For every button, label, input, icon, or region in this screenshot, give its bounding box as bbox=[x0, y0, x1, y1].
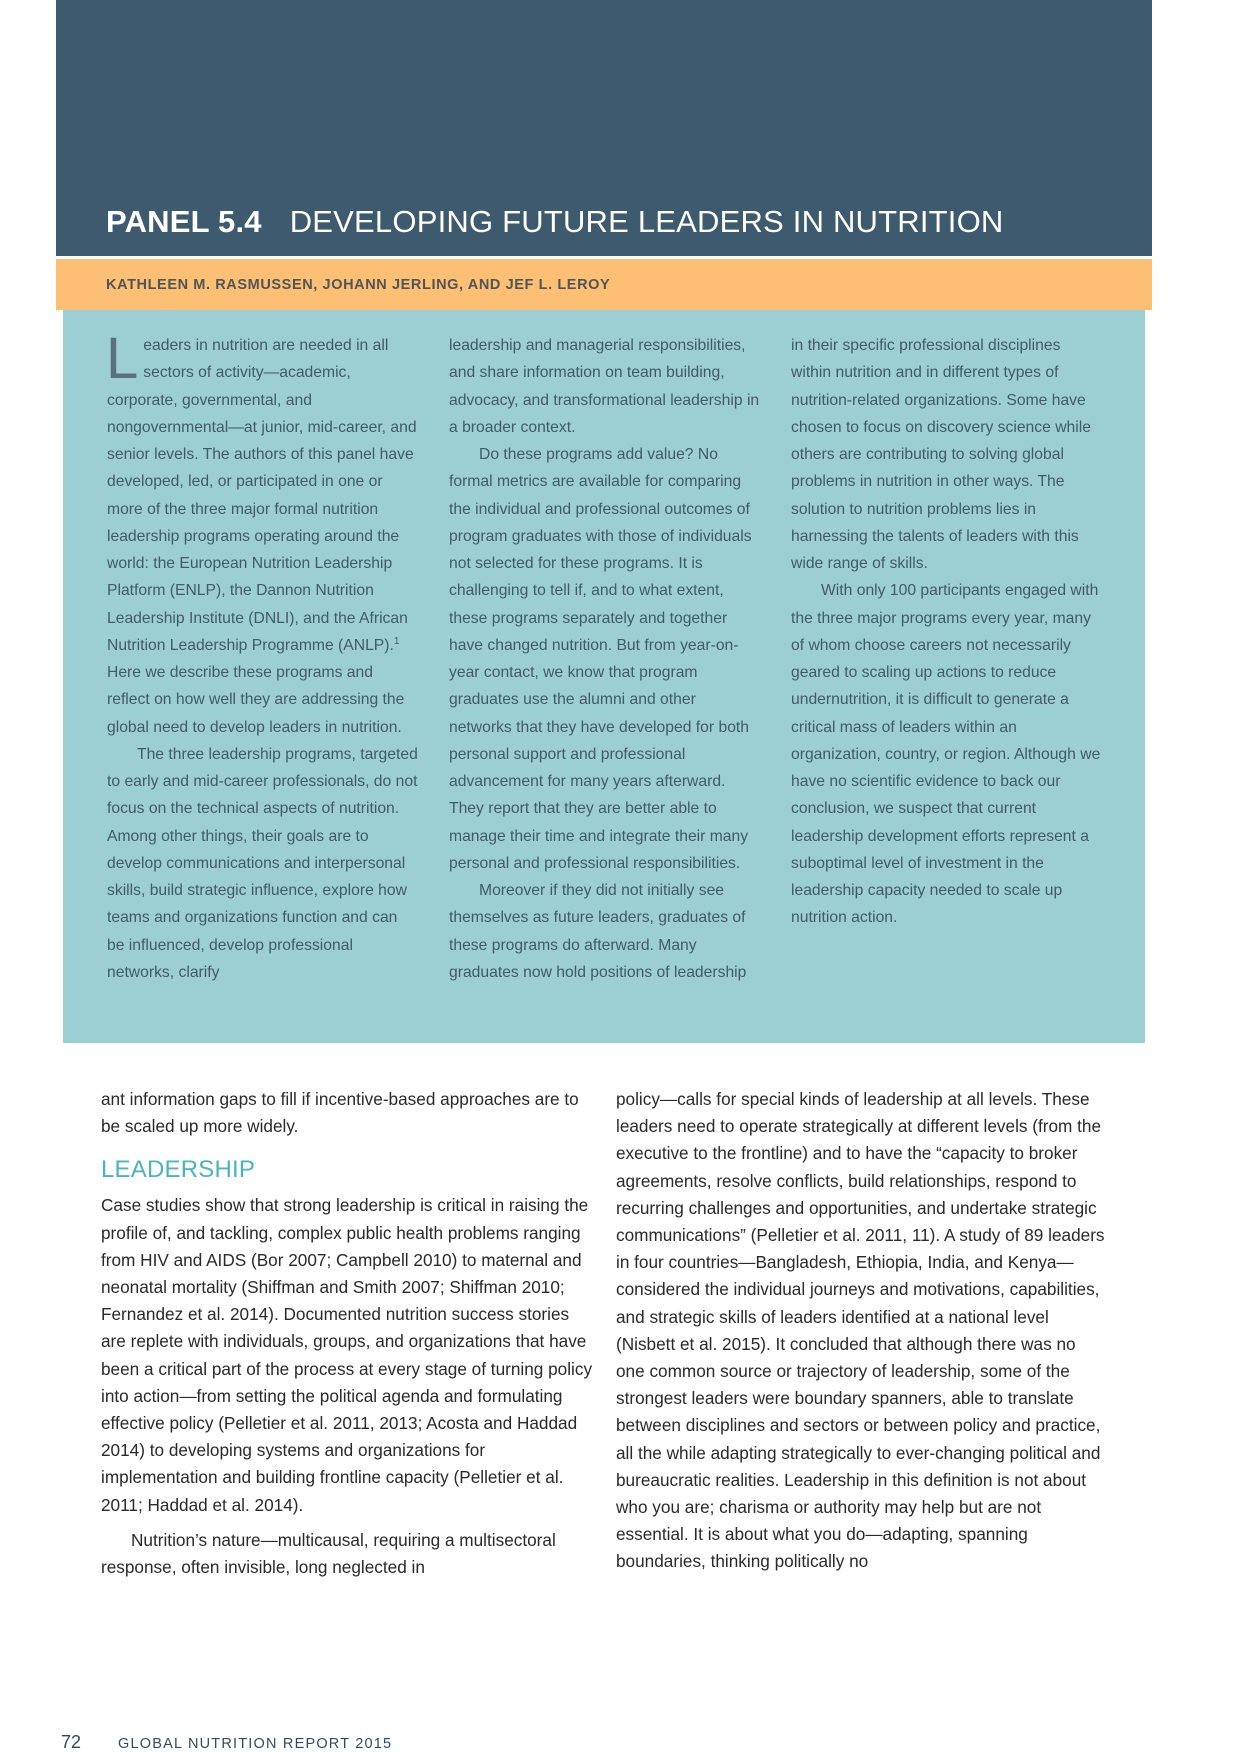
panel-paragraph: leadership and managerial responsibilities, and share information on team building, advocacy, and transformational leadership in a broader context. bbox=[449, 337, 760, 436]
body-paragraph: ant information gaps to fill if incentive-based approaches are to be scaled up more widely. bbox=[101, 1089, 579, 1137]
authors-bar bbox=[56, 259, 1152, 310]
panel-title-text: DEVELOPING FUTURE LEADERS IN NUTRITION bbox=[289, 204, 1004, 239]
body-paragraph: policy—calls for special kinds of leadership at all levels. These leaders need to operate strategically at different levels (from the executive to the frontline) and to have the “capacity to broker agreements, resolve conflicts, build relationships, respond to recurring challenges and opportunities, and undertake strategic communications” (Pelletier et al. 2011, 11). A study of 89 leaders in four countries—Bangladesh, Ethiopia, India, and Kenya—considered the individual journeys and motivations, capabilities, and strategic skills of leaders identified at a national level (Nisbett et al. 2015). It concluded that although there was no one common source or trajectory of leadership, some of the strongest leaders were boundary spanners, able to translate between disciplines and sectors or between policy and practice, all the while adapting strategically to ever-changing political and bureaucratic realities. Leadership in this definition is not about who you are; charisma or authority may help but are not essential. It is about what you do—adapting, spanning boundaries, thinking politically no bbox=[616, 1089, 1105, 1572]
panel-column-3 bbox=[791, 332, 1103, 932]
section-heading-leadership: LEADERSHIP bbox=[101, 1156, 256, 1184]
panel-paragraph: With only 100 participants engaged with the three major programs every year, many of whom choose careers not necessarily geared to scaling up actions to reduce undernutrition, it is difficult to generate a critical mass of leaders within an organization, country, or region. Although we have no scientific evidence to back our conclusion, we suspect that current leadership development efforts represent a suboptimal level of investment in the leadership capacity needed to scale up nutrition action. bbox=[791, 582, 1101, 927]
panel-column-2 bbox=[449, 332, 761, 986]
body-column-left bbox=[101, 1086, 593, 1581]
panel-paragraph: in their specific professional disciplines within nutrition and in different types of nutrition-related organizations. Some have chosen to focus on discovery science while others are contributing to solving global problems in nutrition in other ways. The solution to nutrition problems lies in harnessing the talents of leaders with this wide range of skills. bbox=[791, 337, 1091, 572]
footnote-ref: 1 bbox=[393, 635, 400, 647]
panel-paragraph: Moreover if they did not initially see themselves as future leaders, graduates of these programs do afterward. Many graduates now hold positions of leadership bbox=[449, 882, 747, 981]
panel-paragraph: The three leadership programs, targeted to early and mid-career professionals, do not focus on the technical aspects of nutrition. Among other things, their goals are to develop communications and interpersonal skills, build strategic influence, explore how teams and organizations function and can be influenced, develop professional networks, clarify bbox=[107, 745, 418, 981]
page-footer bbox=[61, 1732, 392, 1753]
panel-title bbox=[106, 204, 1004, 240]
publication-title: GLOBAL NUTRITION REPORT 2015 bbox=[118, 1736, 393, 1752]
panel-box bbox=[63, 310, 1145, 1043]
body-paragraph: Case studies show that strong leadership is critical in raising the profile of, and tackling, complex public health problems ranging from HIV and AIDS (Bor 2007; Campbell 2010) to maternal and neonatal mortality (Shiffman and Smith 2007; Shiffman 2010; Fernandez et al. 2014). Documented nutrition success stories are replete with individuals, groups, and organizations that have been a critical part of the process at every stage of turning policy into action—from setting the political agenda and formulating effective policy (Pelletier et al. 2011, 2013; Acosta and Haddad 2014) to developing systems and organizations for implementation and building frontline capacity (Pelletier et al. 2011; Haddad et al. 2014). bbox=[101, 1195, 593, 1515]
panel-label: PANEL 5.4 bbox=[106, 204, 262, 239]
panel-authors: KATHLEEN M. RASMUSSEN, JOHANN JERLING, AND JEF L. LEROY bbox=[106, 277, 611, 293]
body-column-right bbox=[616, 1086, 1108, 1576]
panel-header bbox=[56, 0, 1152, 256]
drop-cap: L bbox=[106, 326, 139, 391]
panel-column-1 bbox=[106, 326, 419, 986]
body-paragraph: Nutrition’s nature—multicausal, requiring a multisectoral response, often invisible, long neglected in bbox=[101, 1529, 556, 1578]
panel-paragraph: Do these programs add value? No formal metrics are available for comparing the individual and professional outcomes of program graduates with those of individuals not selected for these programs. It is challenging to tell if, and to what extent, these programs separately and together have changed nutrition. But from year-on-year contact, we know that program graduates use the alumni and other networks that they have developed for both personal support and professional advancement for many years afterward. They report that they are better able to manage their time and integrate their many personal and professional responsibilities. bbox=[449, 446, 752, 872]
panel-paragraph: Leaders in nutrition are needed in all sectors of activity—academic, corporate, governmental, and nongovernmental—at junior, mid-career, and senior levels. The authors of this panel have developed, led, or participated in one or more of the three major formal nutrition leadership programs operating around the world: the European Nutrition Leadership Platform (ENLP), the Dannon Nutrition Leadership Institute (DNLI), and the African Nutrition Leadership Programme (ANLP).$^1$ Here we describe these programs and reflect on how well they are addressing the global need to develop leaders in nutrition. bbox=[106, 326, 417, 736]
page-number: 72 bbox=[61, 1732, 82, 1752]
